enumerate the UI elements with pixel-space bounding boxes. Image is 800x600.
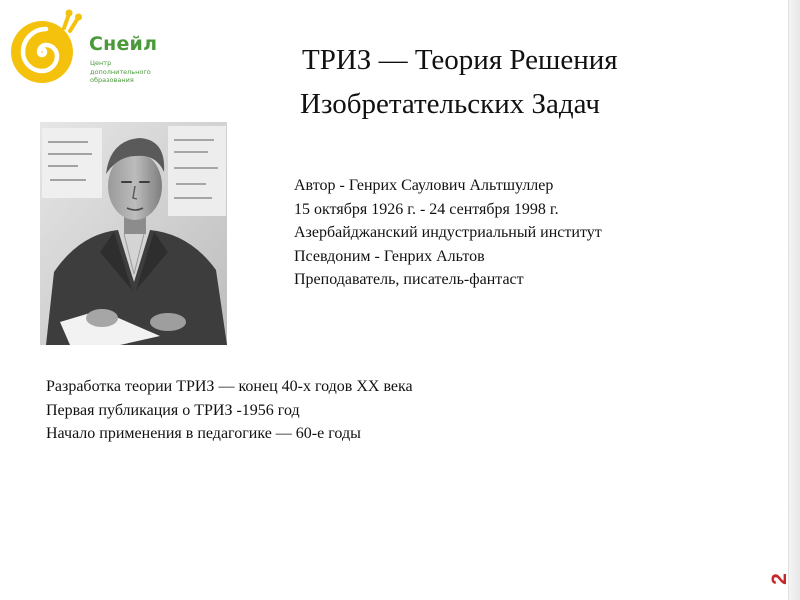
author-info-line: Автор - Генрих Саулович Альтшуллер (294, 177, 554, 194)
snail-spiral-icon (6, 8, 86, 88)
page-number: 2 (768, 573, 791, 585)
fact-line: Первая публикация о ТРИЗ -1956 год (46, 401, 300, 419)
author-portrait (40, 122, 227, 345)
logo-name: Снейл (89, 33, 158, 55)
logo (6, 8, 156, 88)
slide-title (300, 38, 720, 126)
triz-facts (46, 375, 566, 446)
author-info-line: Псевдоним - Генрих Альтов (294, 247, 485, 265)
author-info-line: Преподаватель, писатель-фантаст (294, 271, 524, 288)
portrait-image (40, 122, 227, 345)
author-info (294, 174, 714, 292)
slide-edge-decoration (788, 0, 800, 600)
fact-line: Разработка теории ТРИЗ — конец 40-х годов XX века (46, 378, 413, 395)
title-line-1: ТРИЗ — Теория Решения (302, 44, 618, 76)
author-info-line: 15 октября 1926 г. - 24 сентября 1998 г. (294, 200, 559, 218)
author-info-line: Азербайджанский индустриальный институт (294, 224, 602, 241)
title-line-2: Изобретательских Задач (300, 88, 600, 120)
logo-subtitle: Центр дополнительного образования (90, 59, 151, 84)
fact-line: Начало применения в педагогике — 60-е годы (46, 425, 361, 442)
